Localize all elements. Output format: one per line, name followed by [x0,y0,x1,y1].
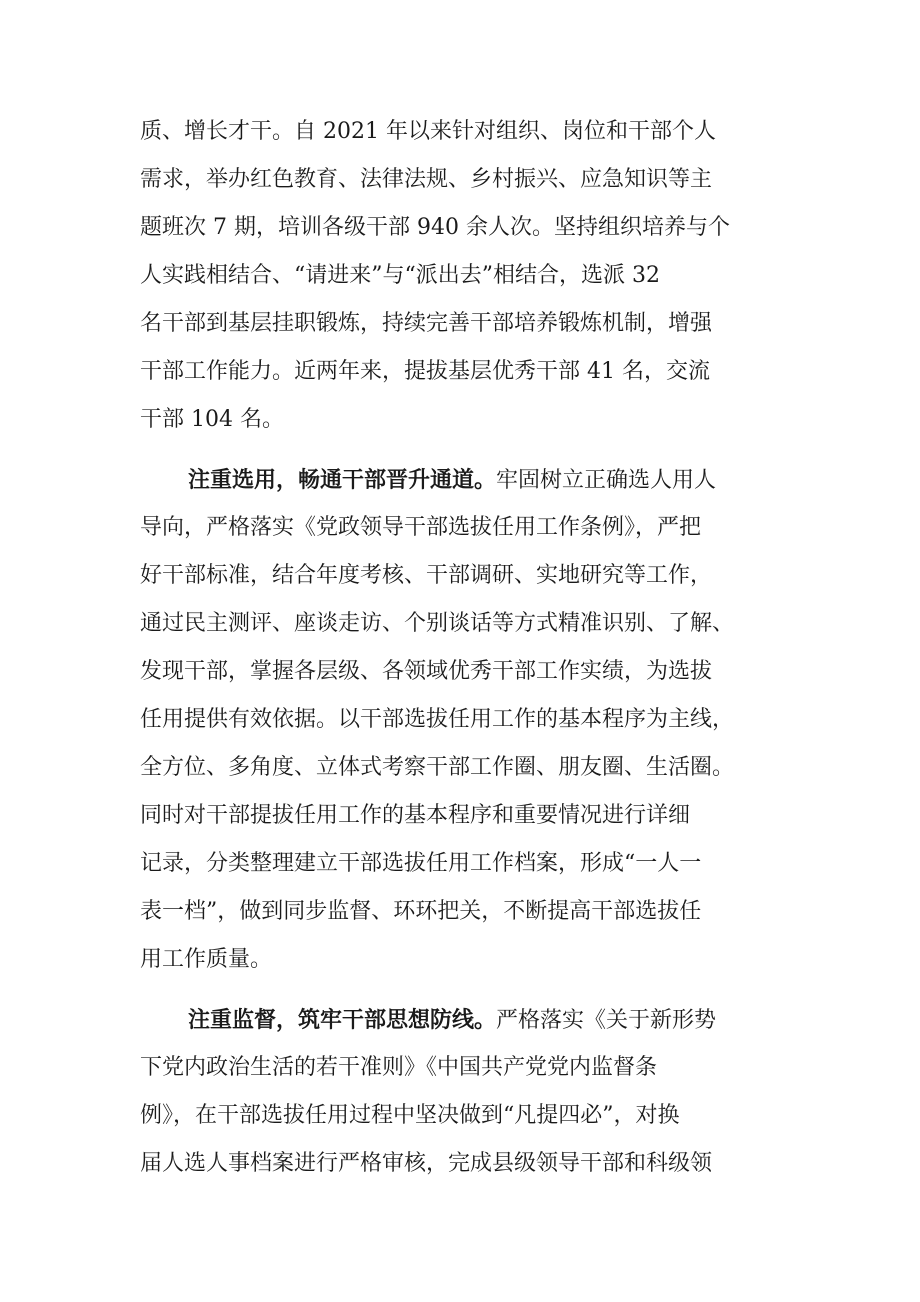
text-line: 通过民主测评、座谈走访、个别谈话等方式精准识别、了解、 [140,611,735,636]
document-body [140,108,790,1188]
text-line: 记录，分类整理建立干部选拔任用工作档案，形成“一人一 [140,851,702,876]
text-line: 发现干部，掌握各层级、各领域优秀干部工作实绩，为选拔 [140,659,713,684]
text-run: 严格落实《关于新形势 [496,1008,717,1033]
text-run: 牢固树立正确选人用人 [496,468,717,493]
paragraph-training [140,108,790,444]
text-line: 例》，在干部选拔任用过程中坚决做到“凡提四必”，对换 [140,1103,680,1128]
text-line: 全方位、多角度、立体式考察干部工作圈、朋友圈、生活圈。 [140,755,735,780]
text-line [140,996,790,1044]
text-line: 人实践相结合、“请进来”与“派出去”相结合，选派 32 [140,263,660,288]
text-line: 需求，举办红色教育、法律法规、乡村振兴、应急知识等主 [140,167,713,192]
text-line: 好干部标准，结合年度考核、干部调研、实地研究等工作， [140,563,713,588]
text-line: 下党内政治生活的若干准则》《中国共产党党内监督条 [140,1055,658,1080]
text-line: 同时对干部提拔任用工作的基本程序和重要情况进行详细 [140,803,691,828]
text-line: 干部工作能力。近两年来，提拔基层优秀干部 41 名，交流 [140,359,710,384]
paragraph-selection [140,456,790,984]
text-line: 届人选人事档案进行严格审核，完成县级领导干部和科级领 [140,1151,713,1176]
text-line: 题班次 7 期，培训各级干部 940 余人次。坚持组织培养与个 [140,215,730,240]
text-line [140,456,790,504]
paragraph-heading: 注重监督，筑牢干部思想防线。 [188,1007,497,1033]
text-line: 质、增长才干。自 2021 年以来针对组织、岗位和干部个人 [140,119,716,144]
text-line: 任用提供有效依据。以干部选拔任用工作的基本程序为主线， [140,707,735,732]
text-line: 干部 104 名。 [140,407,284,432]
text-line: 导向，严格落实《党政领导干部选拔任用工作条例》，严把 [140,515,702,540]
paragraph-heading: 注重选用，畅通干部晋升通道。 [188,467,497,493]
text-line: 名干部到基层挂职锻炼，持续完善干部培养锻炼机制，增强 [140,311,713,336]
text-line: 表一档”，做到同步监督、环环把关，不断提高干部选拔任 [140,899,702,924]
paragraph-supervision [140,996,790,1188]
text-line: 用工作质量。 [140,947,273,972]
